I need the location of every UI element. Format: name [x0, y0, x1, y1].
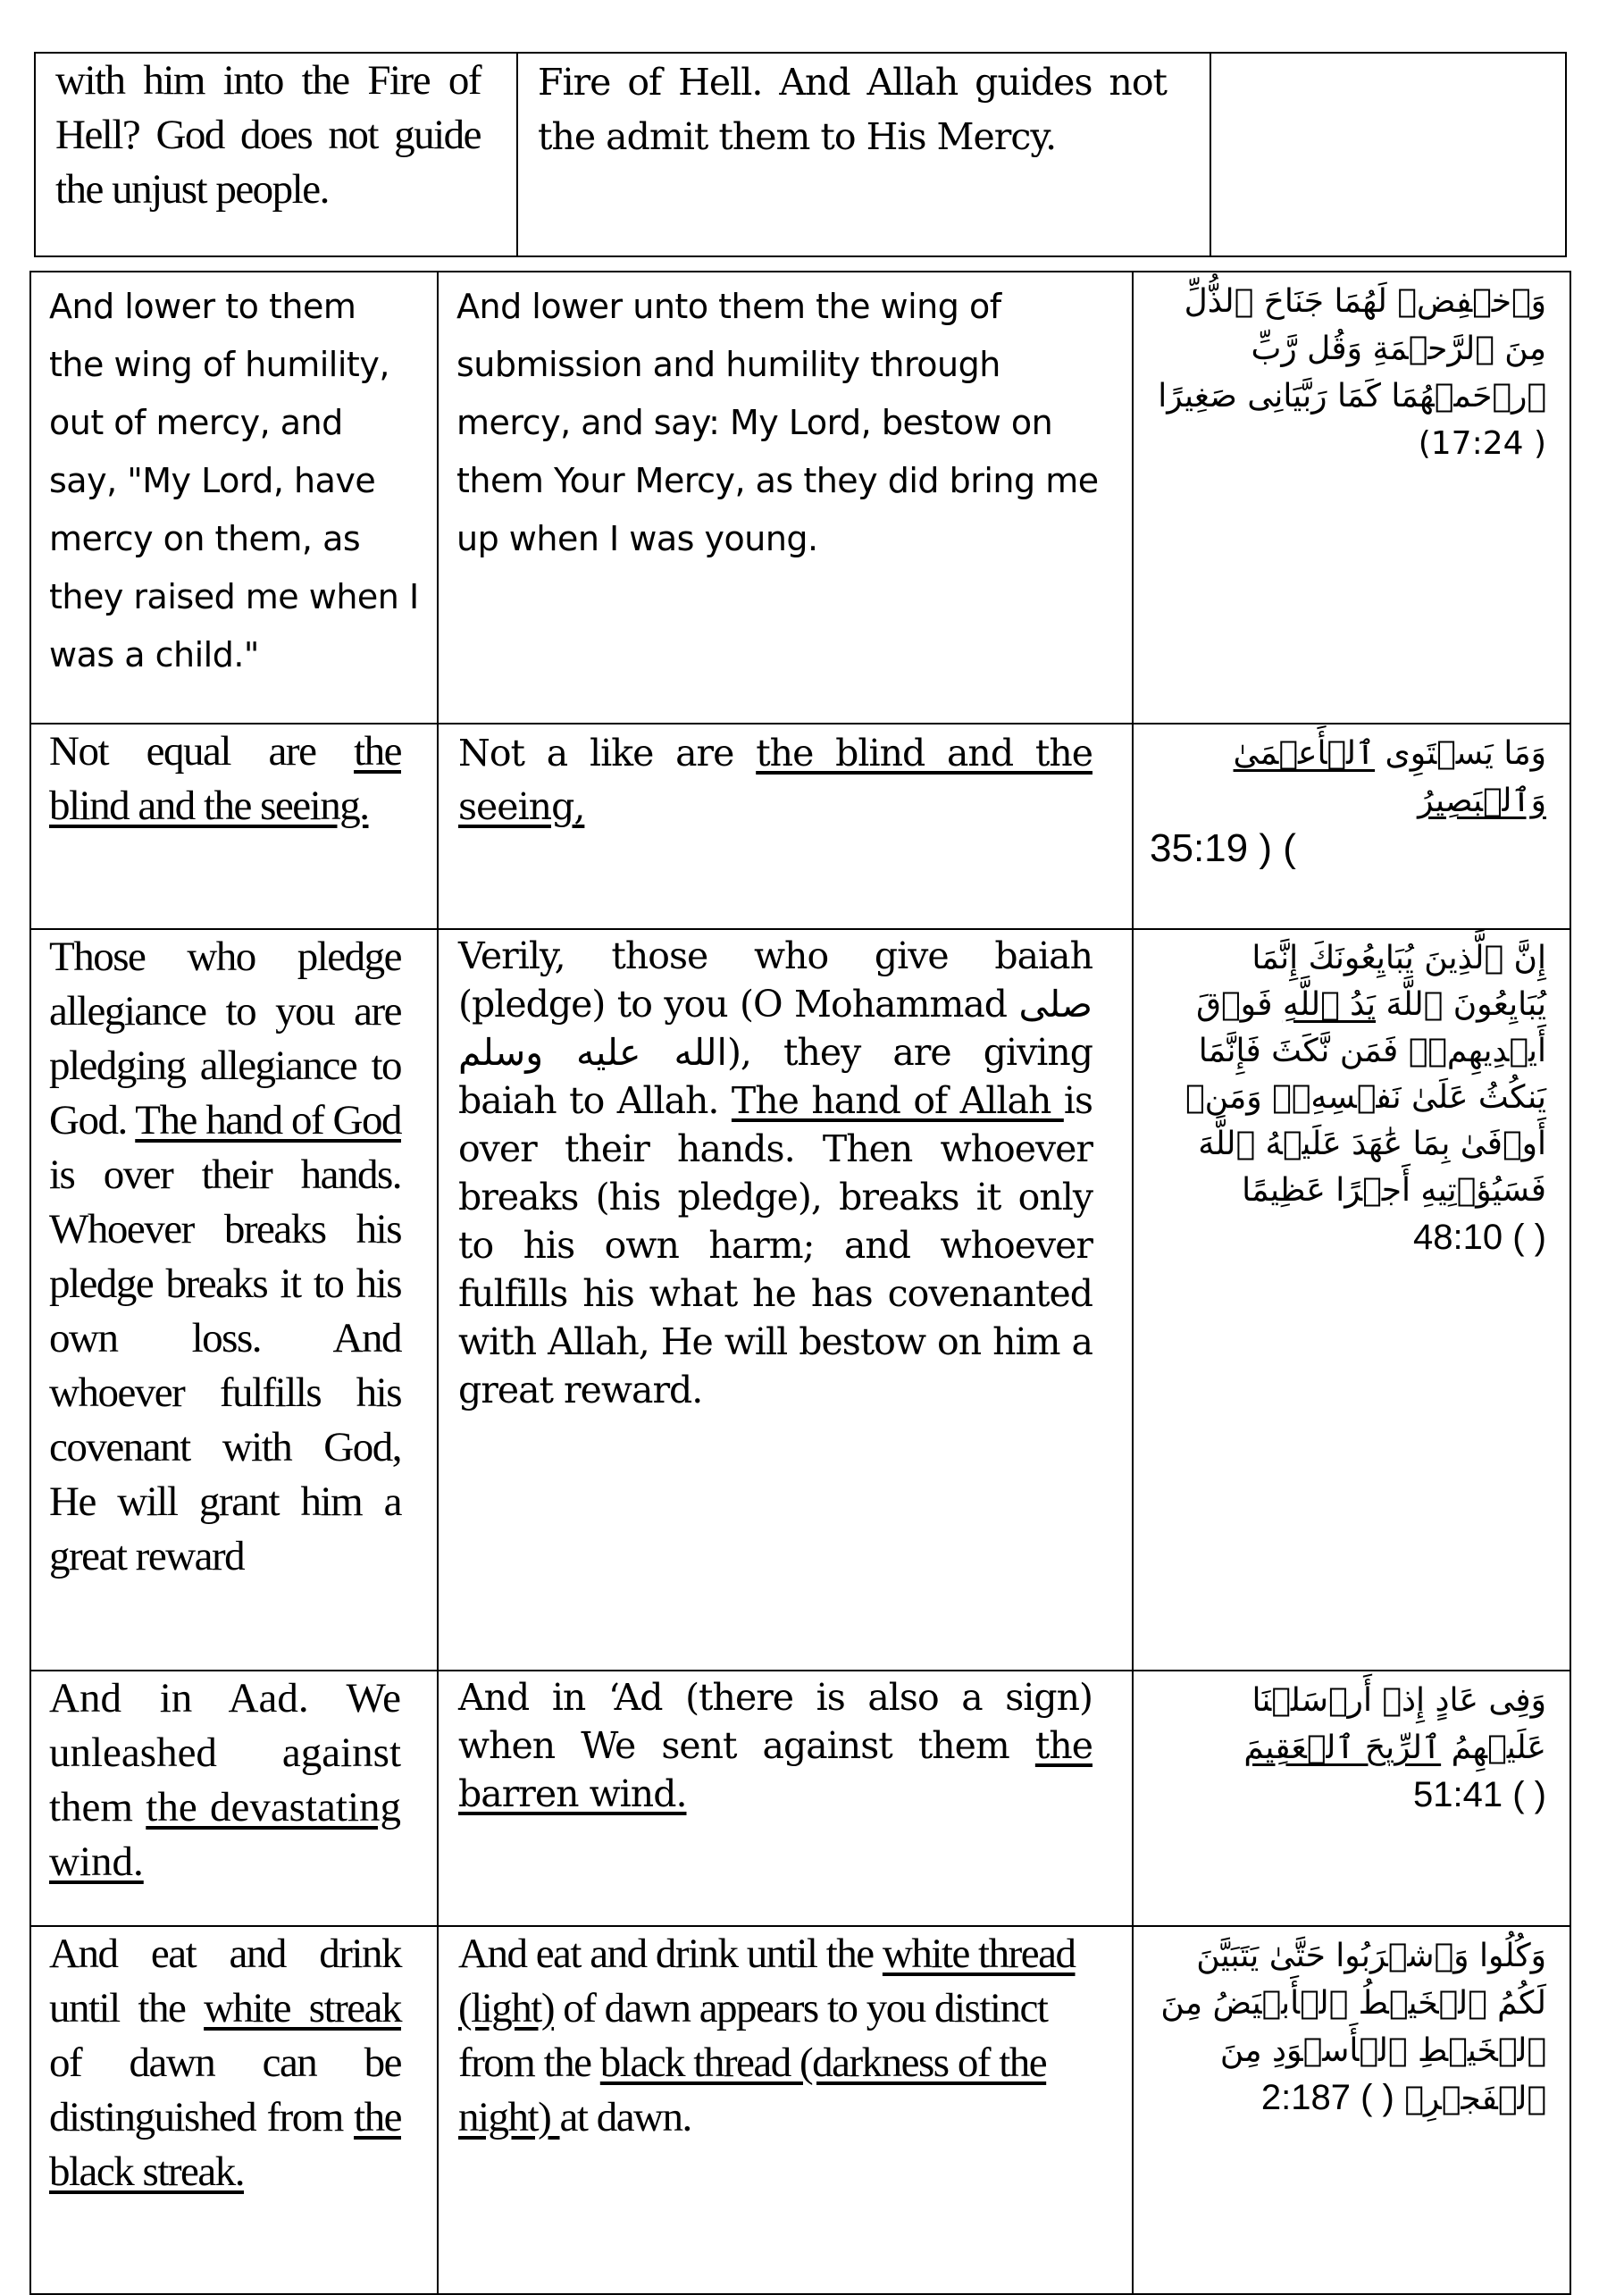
top-cell-1-text: with him into the Fire of Hell? God does not guide the unjust people. [55, 57, 481, 213]
row3-col2 [438, 929, 1133, 1671]
row5-col2 [438, 1926, 1133, 2294]
row4-col2 [438, 1671, 1133, 1926]
row1-col2-text: And lower unto them the wing of submission and humility through mercy, and say: My Lord, bestow on them Your Mercy, as they did bring me up when I was young. [456, 287, 1099, 558]
row3-arabic [1133, 929, 1570, 1671]
row1-arabic [1133, 272, 1570, 724]
top-table [34, 52, 1567, 257]
underlined-phrase: white thread (light) [458, 1931, 1076, 2031]
row1-arabic-verse: وَٱخۡفِضۡ لَهُمَا جَنَاحَ ٱلذُّلِّ مِنَ ٱلرَّحۡمَةِ وَقُل رَّبِّ ٱرۡحَمۡهُمَا كَمَا رَبَّيَانِى صَغِيرًا [1158, 283, 1546, 415]
underlined-phrase: white streak [204, 1985, 402, 2031]
row4-col1 [30, 1671, 438, 1926]
row4-col2-text: And in ‘Ad (there is also a sign) when We sent against them the barren wind. [458, 1676, 1092, 1815]
row1-col1 [30, 272, 438, 724]
underlined-phrase: ٱلۡأَعۡمَىٰ وَٱلۡبَصِيرُ [1233, 735, 1546, 819]
row2-col2-text: Not a like are the blind and the seeing, [458, 732, 1092, 828]
row5-col2-text: And eat and drink until the white thread (light) of dawn appears to you distinct from the black thread (darkness of the night) at dawn. [458, 1931, 1076, 2140]
row5-verse-ref: 2:187 ( ) [1260, 2078, 1394, 2117]
row2-col1-text: Not equal are the blind and the seeing. [49, 728, 401, 829]
row3-col1 [30, 929, 438, 1671]
row2-col2 [438, 724, 1133, 929]
row4-col1-text: And in Aad. We unleashed against them the devastating wind. [49, 1675, 402, 1885]
row3-col2-text: Verily, those who give baiah (pledge) to you (O Mohammad صلى الله عليه وسلم), they are giving baiah to Allah. The hand of Allah is over their hands. Then whoever breaks (his pledge), breaks it only to his own harm; and whoever fulfills his what he has covenanted with Allah, He will bestow on him a great reward. [458, 934, 1092, 1411]
row3-arabic-text: إِنَّ ٱلَّذِينَ يُبَايِعُونَكَ إِنَّمَا يُبَايِعُونَ ٱللَّهَ يَدُ ٱللَّهِ فَوۡقَ أَيۡدِيهِمۡۚ فَمَن نَّكَثَ فَإِنَّمَا يَنكُثُ عَلَىٰ نَفۡسِهِۦۖ وَمَنۡ أَوۡفَىٰ بِمَا عَٰهَدَ عَلَيۡهُ ٱللَّهَ فَسَيُؤۡتِيهِ أَجۡرًا عَظِيمًا 48:10 ( ) [1185, 940, 1546, 1257]
table-row [30, 1671, 1570, 1926]
row1-col2 [438, 272, 1133, 724]
row5-col1 [30, 1926, 438, 2294]
row4-arabic [1133, 1671, 1570, 1926]
top-cell-2-text: Fire of Hell. And Allah guides not the admit them to His Mercy. [538, 61, 1167, 158]
top-cell-2 [517, 53, 1210, 256]
row3-col1-text: Those who pledge allegiance to you are pledging allegiance to God. The hand of God is over their hands. Whoever breaks his pledge breaks it to his own loss. And whoever fulfills his covenant with God, He will grant him a great reward [49, 934, 401, 1579]
row1-verse-ref: (17:24 ) [1418, 425, 1546, 462]
row2-verse-ref: 35:19 ) ( [1150, 826, 1296, 870]
row5-arabic [1133, 1926, 1570, 2294]
underlined-phrase: black thread (darkness of the night) [458, 2040, 1047, 2140]
row2-arabic-text: وَمَا يَسۡتَوِى ٱلۡأَعۡمَىٰ وَٱلۡبَصِيرُ 35:19 ) ( [1150, 735, 1546, 870]
row1-col1-text: And lower to them the wing of humility, out of mercy, and say, "My Lord, have mercy on them, as they raised me when I was a child." [49, 287, 419, 674]
underlined-phrase: the blind and the seeing. [49, 728, 401, 829]
table-row [30, 1926, 1570, 2294]
row5-arabic-verse: وَكُلُوا وَٱشۡرَبُوا حَتَّىٰ يَتَبَيَّنَ لَكُمُ ٱلۡخَيۡطُ ٱلۡأَبۡيَضُ مِنَ ٱلۡخَيۡطِ ٱلۡأَسۡوَدِ مِنَ ٱلۡفَجۡرِۖ [1160, 1938, 1546, 2117]
row5-col1-text: And eat and drink until the white streak of dawn can be distinguished from the black streak. [49, 1931, 402, 2195]
underlined-phrase: يَدُ ٱللَّهِ [1282, 986, 1377, 1023]
underlined-phrase: the barren wind. [458, 1724, 1092, 1815]
row1-arabic-text [1134, 272, 1570, 467]
table-row [30, 724, 1570, 929]
top-cell-3 [1210, 53, 1566, 256]
table-row [30, 929, 1570, 1671]
row2-col1 [30, 724, 438, 929]
underlined-phrase: the devastating wind. [49, 1784, 402, 1885]
row5-arabic-text [1134, 1927, 1570, 2123]
row4-arabic-text: وَفِى عَادٍ إِذۡ أَرۡسَلۡنَا عَلَيۡهِمُ ٱلرِّيحَ ٱلۡعَقِيمَ 51:41 ( ) [1243, 1682, 1546, 1814]
underlined-phrase: The hand of Allah [731, 1079, 1064, 1122]
row4-verse-ref: 51:41 ( ) [1413, 1775, 1546, 1814]
row2-arabic [1133, 724, 1570, 929]
underlined-phrase: The hand of God [135, 1097, 401, 1143]
underlined-phrase: the black streak. [49, 2094, 401, 2195]
top-cell-1 [35, 53, 517, 256]
row3-verse-ref: 48:10 ( ) [1413, 1218, 1546, 1257]
underlined-phrase: ٱلرِّيحَ ٱلۡعَقِيمَ [1243, 1730, 1442, 1766]
translation-table [29, 271, 1571, 2295]
underlined-phrase: the blind and the seeing, [458, 732, 1092, 828]
table-row [30, 272, 1570, 724]
